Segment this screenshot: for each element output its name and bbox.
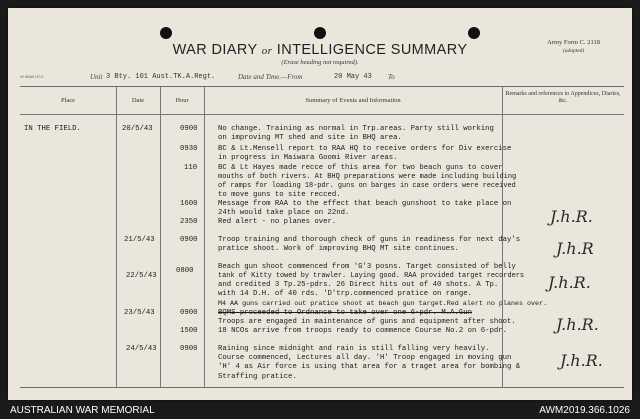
punch-hole <box>468 27 480 39</box>
page-title <box>8 42 632 58</box>
form-adapted: (adapted) <box>562 48 585 54</box>
summary-line: and credited 3 Tp.25-pdrs. 26 Direct hits out of 40 shots. A Tp. <box>218 281 499 289</box>
summary-line: 18 NCOs arrive from troops ready to commence Course No.2 on 6-pdr. <box>218 327 508 335</box>
summary-line: Message from RAA to the effect that beach gunshoot to take place on <box>218 200 512 208</box>
signature-image: J.h.R. <box>548 273 591 292</box>
hour-cell: 0800 <box>176 267 194 275</box>
unit-value: 3 Bty. 101 Aust.TK.A.Regt. <box>106 73 216 81</box>
signature-image: J.h.R <box>556 239 594 258</box>
date-to-label: To <box>388 73 395 81</box>
hour-cell: 0900 <box>180 125 198 133</box>
hour-cell: 1600 <box>180 200 198 208</box>
punch-hole <box>314 27 326 39</box>
army-form-label <box>547 38 600 56</box>
date-cell: 21/5/43 <box>124 236 155 244</box>
column-divider <box>160 87 161 387</box>
hour-cell: 0930 <box>180 145 198 153</box>
summary-line: in progress in Maiwara Goomi River areas. <box>218 154 398 162</box>
summary-line: tank of Kitty towed by trawler. Laying good. RAA provided target recorders <box>218 272 524 280</box>
hour-cell: 0900 <box>180 345 198 353</box>
summary-line: Course commenced, Lectures all day. 'H' Troop engaged in moving gun <box>218 354 512 362</box>
summary-line: Troops are engaged in maintenance of guns and equipment after shoot. <box>218 318 516 326</box>
title-war-diary: WAR DIARY <box>172 42 258 58</box>
col-header-date: Date <box>131 97 145 104</box>
punch-hole <box>160 27 172 39</box>
unit-label: Unit <box>90 73 103 81</box>
col-header-remarks: Remarks and references to Appendices, Diaries, &c. <box>505 91 621 104</box>
date-cell: 22/5/43 <box>126 272 157 280</box>
summary-line: No change. Training as normal in Trp.areas. Party still working <box>218 125 494 133</box>
summary-line: with 14 D.H. of 40 rds. 'D'trp.commenced pratice on range. <box>218 290 472 298</box>
accession-number: AWM2019.366.1026 <box>539 405 630 416</box>
hour-cell: 110 <box>184 164 198 172</box>
summary-line: pratice shoot. Work of improving BHQ MT site continues. <box>218 245 459 253</box>
summary-line: Raining since midnight and rain is still falling very heavily. <box>218 345 490 353</box>
hour-cell: 0900 <box>180 309 198 317</box>
summary-line: Beach gun shoot commenced from 'G'3 posns. Target consisted of belly <box>218 263 516 271</box>
date-label: Date and Time.—From <box>238 73 303 81</box>
date-cell: 23/5/43 <box>124 309 155 317</box>
print-code: W 8586 HT/1 <box>20 74 44 79</box>
summary-line: Straffing pratice. <box>218 373 297 381</box>
archive-name: AUSTRALIAN WAR MEMORIAL <box>10 405 155 416</box>
date-cell: 24/5/43 <box>126 345 157 353</box>
summary-line: mouths of both rivers. At BHQ preparations were made including building <box>218 173 517 181</box>
diary-page <box>8 8 632 400</box>
summary-line: BC & Lt Hayes made recce of this area for two beach guns to cover <box>218 164 503 172</box>
col-header-hour: Hour <box>175 97 189 104</box>
summary-line: Troop training and thorough check of guns in readiness for next day's <box>218 236 521 244</box>
summary-line-struck: BQMS proceeded to Ordnance to take over one 6-pdr. M.A.Gun <box>218 309 472 317</box>
form-number: Army Form C. 2118 <box>547 39 600 46</box>
signature-image: J.h.R. <box>556 315 599 334</box>
summary-line: on improving MT shed and site in BHQ area. <box>218 134 402 142</box>
diary-table <box>20 86 624 388</box>
hour-cell: 1500 <box>180 327 198 335</box>
hour-cell: 2350 <box>180 218 198 226</box>
summary-line: BC & Lt.Mensell report to RAA HQ to receive orders for Div exercise <box>218 145 512 153</box>
archive-footer <box>0 402 640 419</box>
summary-line: Red alert - no planes over. <box>218 218 337 226</box>
title-or: or <box>261 45 273 57</box>
date-cell: 20/5/43 <box>122 125 153 133</box>
summary-line: to move guns to site recced. <box>218 191 341 199</box>
subtitle: (Erase heading not required). <box>281 59 359 66</box>
header-divider <box>20 114 624 115</box>
col-header-summary: Summary of Events and Information <box>305 97 401 104</box>
column-divider <box>204 87 205 387</box>
col-header-place: Place <box>60 97 76 104</box>
summary-line: 'H' 4 as Air force is using that area for a traget area for bombing & <box>218 363 521 371</box>
date-from-value: 20 May 43 <box>334 73 372 81</box>
place-cell: IN THE FIELD. <box>24 125 81 133</box>
column-divider <box>116 87 117 387</box>
summary-line: of ramps for loading 18-pdr. guns on barges in case orders were received <box>218 182 516 190</box>
summary-line: M4 AA guns carried out pratice shoot at beach gun target.Red alert no planes over. <box>218 300 548 308</box>
title-intelligence-summary: INTELLIGENCE SUMMARY <box>276 42 468 58</box>
signature-image: J.h.R. <box>550 207 593 226</box>
signature-image: J.h.R. <box>560 351 603 370</box>
hour-cell: 0900 <box>180 236 198 244</box>
summary-line: 24th would take place on 22nd. <box>218 209 350 217</box>
